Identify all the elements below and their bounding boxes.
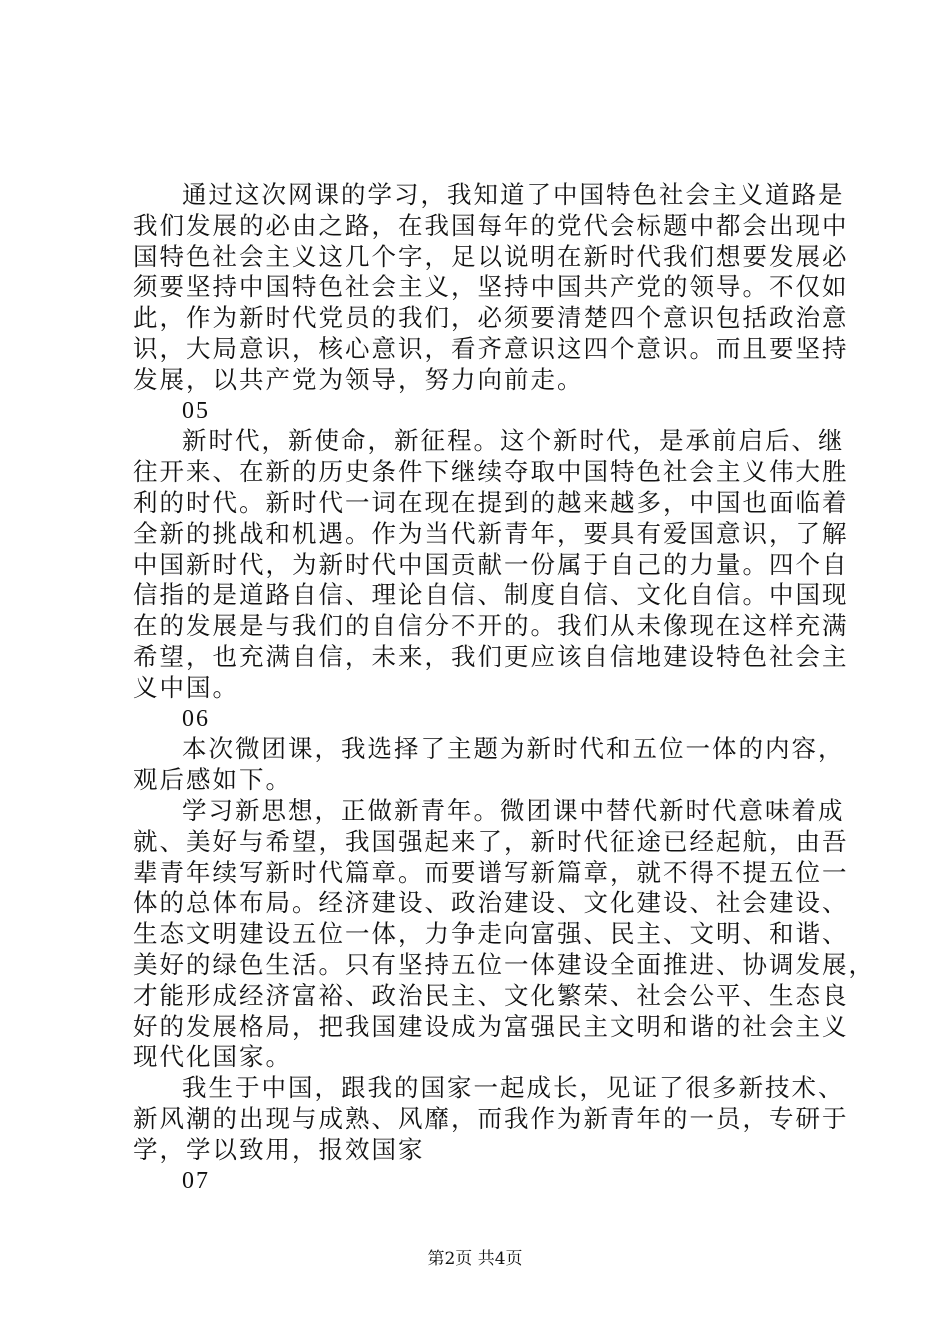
text-line: 全新的挑战和机遇。作为当代新青年，要具有爱国意识，了解 — [133, 518, 849, 548]
text-line: 中国新时代，为新时代中国贡献一份属于自己的力量。四个自 — [133, 549, 849, 579]
text-line: 通过这次网课的学习，我知道了中国特色社会主义道路是 — [182, 180, 845, 209]
text-line: 新时代，新使命，新征程。这个新时代，是承前启后、继 — [182, 426, 845, 456]
text-line: 生态文明建设五位一体，力争走向富强、民主、文明、和谐、 — [133, 919, 849, 949]
text-line: 希望，也充满自信，未来，我们更应该自信地建设特色社会主 — [133, 641, 849, 671]
text-line: 须要坚持中国特色社会主义，坚持中国共产党的领导。不仅如 — [133, 272, 849, 302]
text-line: 此，作为新时代党员的我们，必须要清楚四个意识包括政治意 — [133, 303, 849, 333]
text-line: 我生于中国，跟我的国家一起成长，见证了很多新技术、 — [182, 1073, 845, 1103]
section-number: 06 — [182, 705, 210, 732]
text-line: 学，学以致用，报效国家 — [133, 1134, 425, 1164]
text-line: 就、美好与希望，我国强起来了，新时代征途已经起航，由吾 — [133, 826, 849, 856]
text-line: 学习新思想，正做新青年。微团课中替代新时代意味着成 — [182, 795, 845, 825]
text-line: 往开来、在新的历史条件下继续夺取中国特色社会主义伟大胜 — [133, 457, 849, 487]
text-line: 辈青年续写新时代篇章。而要谱写新篇章，就不得不提五位一 — [133, 857, 849, 887]
text-line: 观后感如下。 — [133, 765, 292, 795]
text-line: 我们发展的必由之路，在我国每年的党代会标题中都会出现中 — [133, 210, 849, 240]
text-line: 本次微团课，我选择了主题为新时代和五位一体的内容， — [182, 734, 845, 764]
text-line: 现代化国家。 — [133, 1042, 292, 1072]
text-line: 美好的绿色生活。只有坚持五位一体建设全面推进、协调发展， — [133, 949, 875, 979]
text-line: 利的时代。新时代一词在现在提到的越来越多，中国也面临着 — [133, 487, 849, 517]
document-body — [133, 180, 875, 1196]
text-line: 好的发展格局，把我国建设成为富强民主文明和谐的社会主义 — [133, 1011, 849, 1041]
text-line: 体的总体布局。经济建设、政治建设、文化建设、社会建设、 — [133, 888, 849, 918]
text-line: 在的发展是与我们的自信分不开的。我们从未像现在这样充满 — [133, 611, 849, 641]
text-line: 新风潮的出现与成熟、风靡，而我作为新青年的一员，专研于 — [133, 1103, 849, 1133]
text-line: 信指的是道路自信、理论自信、制度自信、文化自信。中国现 — [133, 580, 849, 610]
section-number: 07 — [182, 1167, 210, 1194]
section-number: 05 — [182, 397, 210, 424]
page-footer: 第2页 共4页 — [427, 1249, 523, 1269]
text-line: 才能形成经济富裕、政治民主、文化繁荣、社会公平、生态良 — [133, 980, 849, 1010]
text-line: 识，大局意识，核心意识，看齐意识这四个意识。而且要坚持 — [133, 333, 849, 363]
text-line: 国特色社会主义这几个字，足以说明在新时代我们想要发展必 — [133, 241, 849, 271]
text-line: 义中国。 — [133, 672, 239, 702]
text-line: 发展，以共产党为领导，努力向前走。 — [133, 364, 584, 394]
